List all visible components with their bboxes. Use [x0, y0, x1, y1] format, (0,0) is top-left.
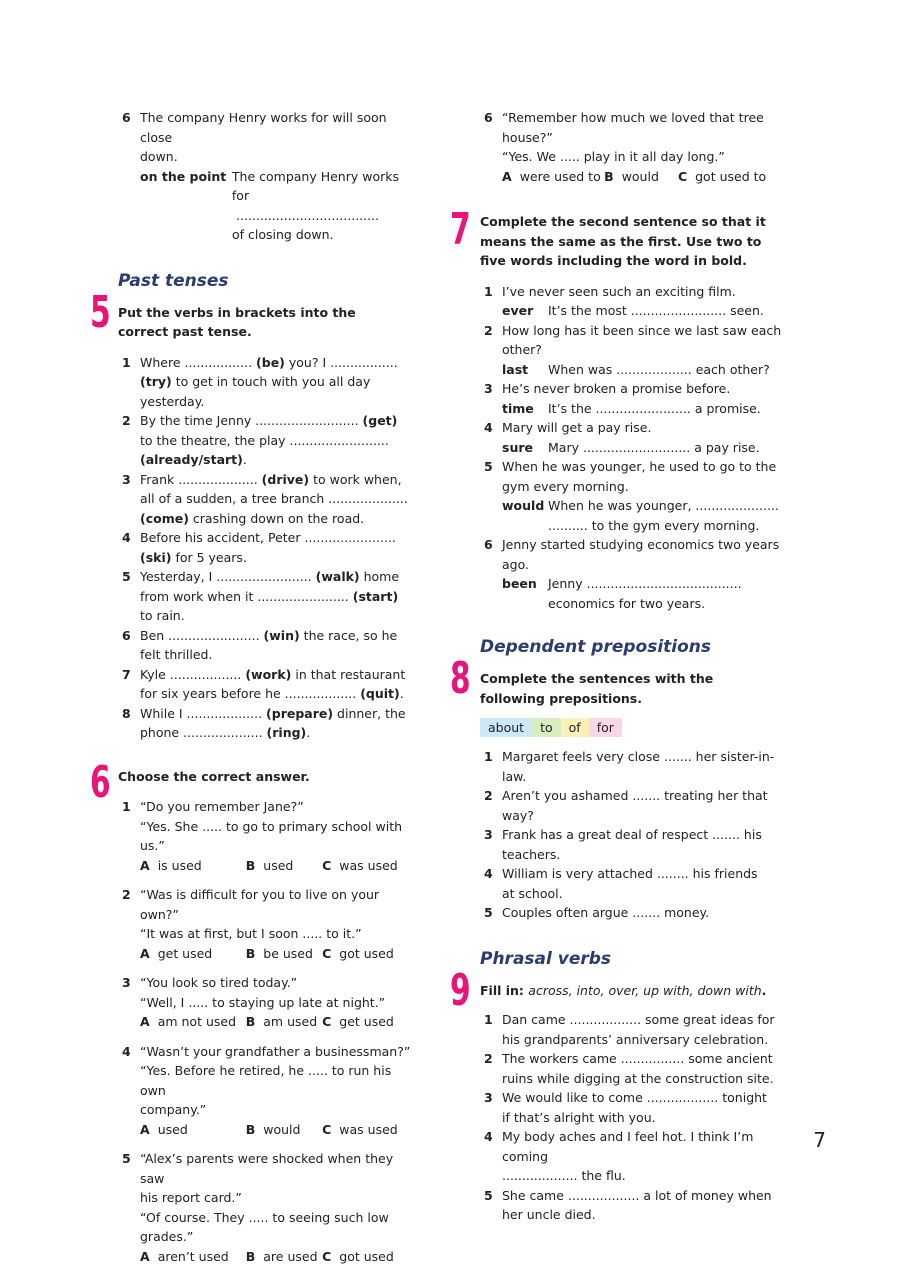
instruction: Fill in: across, into, over, up with, down with. [480, 981, 782, 1001]
exercise-item [118, 626, 420, 665]
exercise-item [480, 418, 782, 457]
item-number: 1 [484, 282, 493, 302]
option-letter: C [678, 167, 687, 187]
item-number: 4 [484, 864, 493, 884]
item-number: 4 [484, 418, 493, 438]
answer-row [502, 438, 782, 458]
exercise-number: 7 [450, 208, 471, 252]
sentence-line [140, 723, 420, 743]
sentence-line: How long has it been since we last saw each other? [502, 321, 782, 360]
sentence-line: “You look so tired today.” [140, 973, 420, 993]
option-text: was used [339, 1120, 397, 1140]
item-number: 1 [122, 353, 131, 373]
option-a [140, 856, 246, 876]
text-run: . [400, 686, 404, 701]
item-number: 5 [484, 457, 493, 477]
answer-row [502, 399, 782, 419]
sentence-line [140, 489, 420, 509]
option-text: got used [339, 1247, 394, 1266]
sentence-line [140, 509, 420, 529]
sentence-line: The workers came ................ some ancient [502, 1049, 782, 1069]
sentence-line [140, 704, 420, 724]
verb-cue: (come) [140, 511, 189, 526]
answer-options [140, 1012, 420, 1032]
exercise-items [480, 1010, 782, 1225]
option-a [502, 167, 604, 187]
phrasal-section [480, 949, 782, 1225]
sentence-line [140, 372, 420, 411]
option-text: get used [339, 1012, 394, 1032]
item-number: 2 [484, 786, 493, 806]
exercise-item [118, 973, 420, 1032]
answer-lines [548, 496, 779, 535]
exercise-item [480, 1010, 782, 1049]
text-run: from work when it ....................... [140, 589, 353, 604]
item-number: 5 [484, 903, 493, 923]
key-word: time [502, 399, 548, 419]
sentence-line: We would like to come .................. tonight [502, 1088, 782, 1108]
option-text: got used [339, 944, 394, 964]
text-run: Yesterday, I ........................ [140, 569, 316, 584]
sentence-line: “Alex’s parents were shocked when they saw [140, 1149, 420, 1188]
sentence-line: Mary will get a pay rise. [502, 418, 782, 438]
instruction: Complete the sentences with the following prepositions. [480, 669, 782, 708]
answer-lines [548, 360, 770, 380]
option-letter: B [246, 856, 256, 876]
sentence-line: “Of course. They ..... to seeing such low grades.” [140, 1208, 420, 1247]
exercise-number: 6 [90, 761, 111, 805]
item-number: 2 [484, 321, 493, 341]
option-c [322, 1247, 420, 1266]
choose-section [118, 767, 420, 1266]
text-run: . [243, 452, 247, 467]
item-number: 6 [122, 626, 131, 646]
verb-cue: (work) [245, 667, 291, 682]
answer-row [502, 574, 782, 613]
item-number: 6 [484, 108, 493, 128]
answer-options [502, 167, 782, 187]
item-number: 3 [122, 973, 131, 993]
answer-lines [548, 301, 764, 321]
exercise-item [480, 1127, 782, 1186]
answer-row [502, 301, 782, 321]
sentence-line: “Well, I ..... to staying up late at night.” [140, 993, 420, 1013]
sentence-line [140, 528, 420, 548]
sentence-line [140, 606, 420, 626]
option-letter: A [140, 944, 150, 964]
answer-row [502, 360, 782, 380]
exercise-number: 8 [450, 657, 471, 701]
verb-cue: (already/start) [140, 452, 243, 467]
option-letter: A [140, 1012, 150, 1032]
text-run: By the time Jenny .......................... [140, 413, 363, 428]
sentence-line: “Yes. We ..... play in it all day long.” [502, 147, 782, 167]
item-number: 5 [122, 567, 131, 587]
exercise-item [118, 885, 420, 963]
sentence-line [140, 587, 420, 607]
sentence-line: us.” [140, 836, 420, 856]
option-c [322, 1012, 420, 1032]
exercise-items [118, 353, 420, 743]
item-number: 6 [122, 108, 131, 128]
option-letter: C [322, 1247, 331, 1266]
option-text: got used to [695, 167, 766, 187]
answer-line: Mary ........................... a pay rise. [548, 438, 760, 458]
instruction: Choose the correct answer. [118, 767, 420, 787]
instruction: Complete the second sentence so that it means the same as the first. Use two to five words including the word in bold. [480, 212, 782, 271]
left-column [118, 108, 420, 1266]
option-b [246, 944, 322, 964]
exercise-item [118, 1149, 420, 1266]
option-letter: A [502, 167, 512, 187]
text-run: for 5 years. [171, 550, 246, 565]
option-letter: B [246, 1120, 256, 1140]
sentence-line [140, 567, 420, 587]
sentence-line [140, 353, 420, 373]
verb-cue: (start) [353, 589, 398, 604]
item-number: 1 [122, 797, 131, 817]
past-tenses-section [118, 271, 420, 743]
sentence-line [140, 626, 420, 646]
exercise-item [118, 665, 420, 704]
key-phrase: on the point [140, 167, 232, 206]
verb-cue: (ski) [140, 550, 171, 565]
sentence-line: The company Henry works for [232, 167, 420, 206]
sentence-line: “It was at first, but I soon ..... to it.” [140, 924, 420, 944]
sentence-line [140, 450, 420, 470]
text-run: Ben ....................... [140, 628, 264, 643]
option-b [246, 1012, 322, 1032]
text-run: to rain. [140, 608, 185, 623]
option-a [140, 1247, 246, 1266]
option-text: am used [263, 1012, 317, 1032]
item-number: 3 [484, 1088, 493, 1108]
sentence-line: Frank has a great deal of respect ....... his [502, 825, 782, 845]
sentence-line [140, 684, 420, 704]
answer-line: When was ................... each other? [548, 360, 770, 380]
option-b [246, 1120, 322, 1140]
instruction-prefix: Fill in: [480, 983, 524, 998]
option-letter: C [322, 1012, 331, 1032]
right-column [480, 108, 782, 1225]
exercise-item [118, 353, 420, 412]
text-run: to work when, [309, 472, 401, 487]
sentence-line: if that’s alright with you. [502, 1108, 782, 1128]
preposition-chip: of [561, 718, 589, 737]
exercise-item [480, 1049, 782, 1088]
exercise-item [118, 528, 420, 567]
instruction: Put the verbs in brackets into the correct past tense. [118, 303, 420, 342]
sentence-line: ................... the flu. [502, 1166, 782, 1186]
key-word: last [502, 360, 548, 380]
item-number: 2 [122, 411, 131, 431]
exercise-number: 9 [450, 969, 471, 1013]
sentence-line [140, 411, 420, 431]
prepositions-section [480, 637, 782, 923]
verb-cue: (ring) [267, 725, 307, 740]
answer-options [140, 1247, 420, 1266]
option-b [246, 1247, 322, 1266]
exercise-item [118, 470, 420, 529]
sentence-line: “Remember how much we loved that tree [502, 108, 782, 128]
text-run: in that restaurant [291, 667, 405, 682]
preposition-chip: for [589, 718, 622, 737]
section-heading: Phrasal verbs [480, 949, 782, 969]
text-run: While I ................... [140, 706, 266, 721]
sentence-line [140, 645, 420, 665]
option-letter: A [140, 856, 150, 876]
item-number: 3 [484, 379, 493, 399]
exercise-number: 5 [90, 291, 111, 335]
option-text: was used [339, 856, 397, 876]
answer-line: It’s the ........................ a promise. [548, 399, 761, 419]
preposition-chips [480, 718, 782, 737]
text-run: dinner, the [333, 706, 406, 721]
sentence-line: Margaret feels very close ....... her sister-in-law. [502, 747, 782, 786]
item-number: 6 [484, 535, 493, 555]
verb-cue: (prepare) [266, 706, 333, 721]
page-number: 7 [813, 1128, 826, 1152]
exercise-item [480, 457, 782, 535]
sentence-line: She came .................. a lot of money when [502, 1186, 782, 1206]
exercise-item [480, 747, 782, 786]
item-number: 4 [122, 528, 131, 548]
sentence-line [140, 470, 420, 490]
exercise-items [480, 747, 782, 923]
text-run: Where ................. [140, 355, 256, 370]
section-heading: Past tenses [118, 271, 420, 291]
item-number: 4 [484, 1127, 493, 1147]
option-letter: B [246, 1247, 256, 1266]
text-run: for six years before he .................. [140, 686, 360, 701]
sentence-line: Aren’t you ashamed ....... treating her that way? [502, 786, 782, 825]
option-text: get used [158, 944, 213, 964]
option-text: am not used [158, 1012, 236, 1032]
answer-blank: .................................... [140, 206, 420, 226]
sentence-line: of closing down. [140, 225, 420, 245]
item-number: 1 [484, 1010, 493, 1030]
exercise-item [480, 903, 782, 923]
sentence-line: I’ve never seen such an exciting film. [502, 282, 782, 302]
option-c [322, 944, 420, 964]
preposition-chip: about [480, 718, 532, 737]
option-text: used [158, 1120, 188, 1140]
option-letter: C [322, 1120, 331, 1140]
option-letter: A [140, 1120, 150, 1140]
sentence-line [140, 548, 420, 568]
text-run: you? I ................. [285, 355, 398, 370]
option-a [140, 1012, 246, 1032]
key-word: sure [502, 438, 548, 458]
left-q6-continued [118, 108, 420, 245]
text-run: Frank .................... [140, 472, 262, 487]
exercise-items [118, 797, 420, 1266]
answer-line: When he was younger, ..................... [548, 496, 779, 516]
exercise-item [480, 379, 782, 418]
sentence-line: When he was younger, he used to go to the gym every morning. [502, 457, 782, 496]
sentence-line: “Do you remember Jane?” [140, 797, 420, 817]
sentence-line: company.” [140, 1100, 420, 1120]
sentence-line: The company Henry works for will soon close [140, 108, 420, 147]
key-word: would [502, 496, 548, 535]
sentence-line: his grandparents’ anniversary celebration. [502, 1030, 782, 1050]
exercise-item [480, 864, 782, 903]
answer-line: Jenny ....................................... [548, 574, 742, 594]
option-c [322, 856, 420, 876]
answer-lines [548, 438, 760, 458]
answer-row [502, 496, 782, 535]
option-c [322, 1120, 420, 1140]
option-letter: A [140, 1247, 150, 1266]
option-letter: B [246, 1012, 256, 1032]
text-run: phone .................... [140, 725, 267, 740]
option-c [678, 167, 782, 187]
verb-cue: (try) [140, 374, 172, 389]
answer-options [140, 856, 420, 876]
sentence-line: William is very attached ........ his friends [502, 864, 782, 884]
section-heading: Dependent prepositions [480, 637, 782, 657]
verb-cue: (quit) [360, 686, 400, 701]
exercise-item [118, 704, 420, 743]
answer-options [140, 1120, 420, 1140]
exercise-item [480, 1088, 782, 1127]
text-run: to get in touch with you all day yesterday. [140, 374, 370, 409]
option-text: be used [263, 944, 313, 964]
option-letter: C [322, 856, 331, 876]
sentence-line [140, 431, 420, 451]
item-number: 3 [484, 825, 493, 845]
instruction-words: across, into, over, up with, down with [528, 983, 761, 998]
option-a [140, 944, 246, 964]
item-number: 1 [484, 747, 493, 767]
option-text: used [263, 856, 293, 876]
text-run: home [360, 569, 399, 584]
answer-line: economics for two years. [548, 594, 742, 614]
exercise-item [118, 797, 420, 875]
sentence-line: her uncle died. [502, 1205, 782, 1225]
option-text: is used [158, 856, 202, 876]
option-text: would [622, 167, 659, 187]
option-text: are used [263, 1247, 317, 1266]
sentence-line: his report card.” [140, 1188, 420, 1208]
sentence-line: teachers. [502, 845, 782, 865]
sentence-line: Couples often argue ....... money. [502, 903, 782, 923]
verb-cue: (walk) [316, 569, 360, 584]
option-a [140, 1120, 246, 1140]
option-b [246, 856, 322, 876]
item-number: 7 [122, 665, 131, 685]
sentence-line: at school. [502, 884, 782, 904]
exercise-item [118, 1042, 420, 1140]
exercise-item [480, 825, 782, 864]
exercise-items [480, 282, 782, 614]
verb-cue: (get) [363, 413, 398, 428]
text-run: all of a sudden, a tree branch .................... [140, 491, 408, 506]
text-run: Kyle .................. [140, 667, 245, 682]
item-number: 5 [484, 1186, 493, 1206]
answer-lines [548, 574, 742, 613]
key-word: ever [502, 301, 548, 321]
transform-section [480, 212, 782, 613]
sentence-line: “Yes. Before he retired, he ..... to run his own [140, 1061, 420, 1100]
item-number: 3 [122, 470, 131, 490]
sentence-line: “Wasn’t your grandfather a businessman?” [140, 1042, 420, 1062]
item-number: 2 [122, 885, 131, 905]
option-text: aren’t used [158, 1247, 229, 1266]
option-text: were used to [520, 167, 601, 187]
sentence-line: Dan came .................. some great ideas for [502, 1010, 782, 1030]
text-run: crashing down on the road. [189, 511, 364, 526]
exercise-item [118, 411, 420, 470]
sentence-line: house?” [502, 128, 782, 148]
exercise-item [480, 282, 782, 321]
sentence-line: He’s never broken a promise before. [502, 379, 782, 399]
answer-lines [548, 399, 761, 419]
sentence-line: “Yes. She ..... to go to primary school with [140, 817, 420, 837]
sentence-line: Jenny started studying economics two years ago. [502, 535, 782, 574]
text-run: the race, so he [300, 628, 398, 643]
item-number: 4 [122, 1042, 131, 1062]
exercise-item [480, 786, 782, 825]
answer-line: .......... to the gym every morning. [548, 516, 779, 536]
verb-cue: (be) [256, 355, 285, 370]
answer-options [140, 944, 420, 964]
right-q6-continued [480, 108, 782, 186]
sentence-line: down. [140, 147, 420, 167]
text-run: to the theatre, the play ......................... [140, 433, 389, 448]
answer-line: It’s the most ........................ seen. [548, 301, 764, 321]
sentence-line [140, 665, 420, 685]
verb-cue: (drive) [262, 472, 309, 487]
exercise-item [480, 1186, 782, 1225]
item-number: 2 [484, 1049, 493, 1069]
item-number: 8 [122, 704, 131, 724]
text-run: felt thrilled. [140, 647, 212, 662]
exercise-item [118, 567, 420, 626]
sentence-line: ruins while digging at the construction site. [502, 1069, 782, 1089]
option-b [604, 167, 678, 187]
text-run: . [306, 725, 310, 740]
key-word: been [502, 574, 548, 613]
sentence-line: “Was is difficult for you to live on your own?” [140, 885, 420, 924]
option-text: would [263, 1120, 300, 1140]
item-number: 5 [122, 1149, 131, 1169]
option-letter: C [322, 944, 331, 964]
exercise-item [480, 108, 782, 186]
exercise-item [480, 321, 782, 380]
sentence-line: My body aches and I feel hot. I think I’m coming [502, 1127, 782, 1166]
preposition-chip: to [532, 718, 561, 737]
verb-cue: (win) [264, 628, 300, 643]
option-letter: B [246, 944, 256, 964]
exercise-item [480, 535, 782, 613]
option-letter: B [604, 167, 614, 187]
text-run: Before his accident, Peter ....................... [140, 530, 396, 545]
